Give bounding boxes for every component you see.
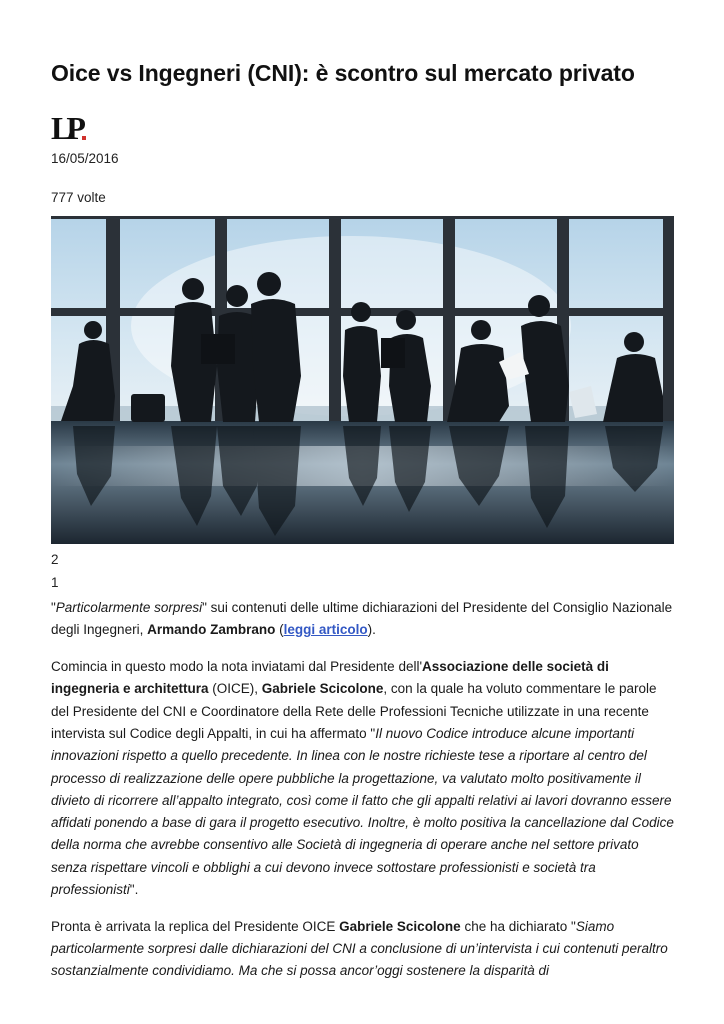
publication-date: 16/05/2016 — [51, 151, 119, 166]
paren-close: ). — [367, 622, 376, 638]
paragraph-text: , con la quale ha voluto commentare le parole del Presidente del CNI e Coordinatore della Rete delle Professioni Tecniche utilizzate in una recente intervista sul Codice degli Appalti, in cui ha affermato " — [51, 681, 657, 741]
quote-mark: " — [51, 600, 56, 615]
person-name: Gabriele Scicolone — [339, 918, 461, 934]
publisher-logo — [51, 112, 95, 146]
paragraph-2 — [51, 656, 676, 901]
quote-text: Il nuovo Codice introduce alcune importanti innovazioni rispetto a quello precedente. In linea con le nostre richieste tese a riportare al centro del processo di realizzazione delle opere pubbliche la progettazione, va valutato molto positivamente il divieto di ricorrere all’appalto integrato, così come il fatto che gli appalti relativi ai lavori dovranno essere affidati ponendo a base di gara il progetto esecutivo. Inoltre, è molto positiva la cancellazione dal Codice della norma che avrebbe consentivo alle Società di ingegneria di operare anche nel settore privato senza rispettare vincoli e obblighi a cui devono invece sottostare professionisti e società tra professionisti — [51, 725, 674, 898]
paragraph-1 — [51, 597, 676, 642]
paragraph-text: " sui contenuti delle ultime dichiarazioni del Presidente del Consiglio Nazionale degli Ingegneri, — [51, 600, 673, 638]
paragraph-text: che ha dichiarato " — [460, 918, 576, 934]
paren-open: ( — [275, 622, 284, 638]
quote-text: Siamo particolarmente sorpresi dalle dichiarazioni del CNI a conclusione di un’intervista i cui contenuti peraltro sostanzialmente condividiamo. Ma che si possa ancor’oggi sostenere la disparità di — [51, 918, 668, 979]
organization-abbreviation: (OICE), — [208, 681, 262, 697]
article-body — [51, 597, 676, 997]
logo-monogram: LP — [51, 110, 80, 146]
paragraph-3 — [51, 916, 676, 983]
view-count: 777 volte — [51, 190, 106, 205]
person-name: Armando Zambrano — [147, 622, 276, 638]
logo-accent-mark — [82, 136, 86, 140]
paragraph-text: Pronta è arrivata la replica del Presidente OICE — [51, 918, 340, 934]
read-article-link[interactable]: leggi articolo — [283, 622, 368, 638]
share-count-second: 1 — [51, 575, 59, 590]
quote-text: Particolarmente sorpresi — [55, 600, 203, 615]
article-title: Oice vs Ingegneri (CNI): è scontro sul mercato privato — [51, 60, 635, 86]
quote-end: ". — [129, 882, 139, 898]
paragraph-text: Comincia in questo modo la nota inviatami dal Presidente dell' — [51, 659, 423, 675]
organization-name: Associazione delle società di ingegneria e architettura — [51, 659, 609, 697]
office-meeting-silhouettes-photo — [51, 216, 674, 544]
person-name: Gabriele Scicolone — [261, 681, 384, 697]
share-count-first: 2 — [51, 552, 59, 567]
